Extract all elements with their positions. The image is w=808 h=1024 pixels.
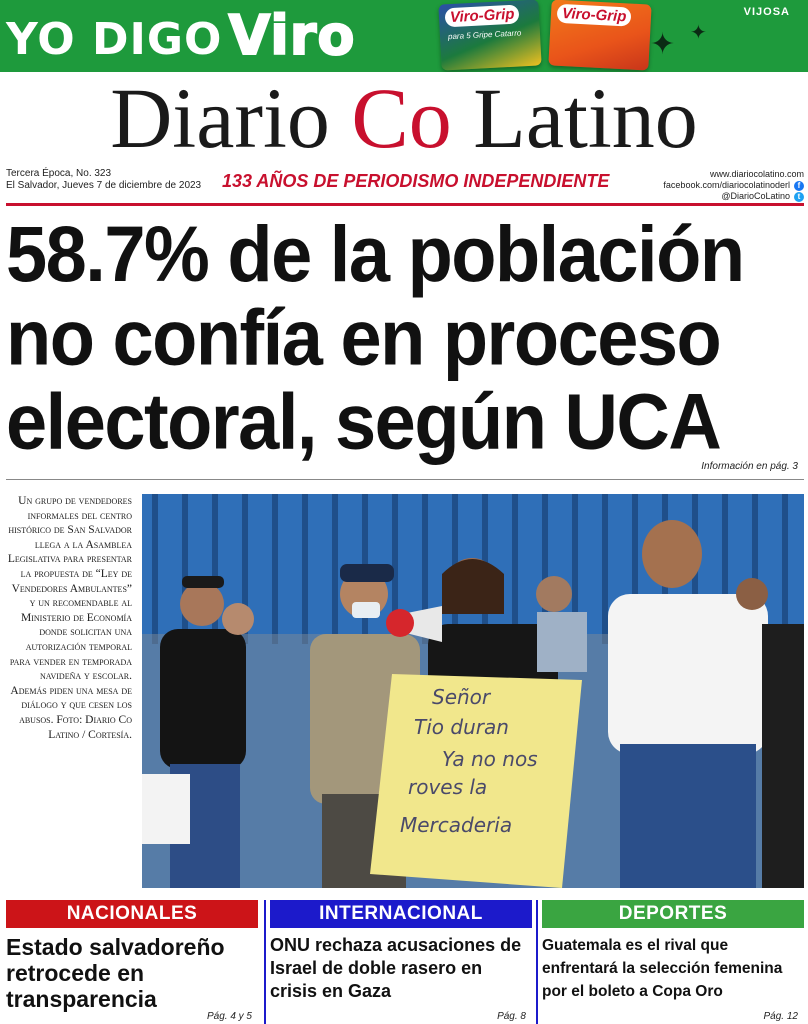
section-internacional[interactable]	[270, 900, 532, 1024]
section-label: INTERNACIONAL	[270, 900, 532, 928]
headline-line: no confía en proceso	[6, 293, 721, 382]
facebook-link[interactable]: facebook.com/diariocolatinoderl	[663, 180, 790, 190]
ad-brand: VIJOSA	[743, 6, 790, 18]
sign-line: Mercaderia	[400, 813, 513, 837]
newspaper-logo[interactable]	[0, 72, 808, 164]
divider	[6, 203, 804, 206]
twitter-icon: t	[794, 192, 804, 202]
protest-photo[interactable]	[142, 494, 804, 888]
section-headline: Guatemala es el rival que enfrentará la selección femenina por el boleto a Copa Oro	[542, 937, 783, 1000]
sparkle-icon: ✦	[650, 28, 676, 61]
ad-slogan-text: YO DIGO	[6, 14, 223, 65]
logo-text: Latino	[451, 70, 698, 166]
protest-sign	[370, 674, 582, 888]
twitter-link[interactable]: @DiarioCoLatino	[721, 191, 790, 201]
section-deportes[interactable]	[542, 900, 804, 1024]
product-pack-2	[548, 0, 651, 71]
headline-line: 58.7% de la población	[6, 209, 744, 298]
column-divider	[536, 900, 538, 1024]
issue-date: El Salvador, Jueves 7 de diciembre de 2023	[6, 180, 202, 191]
section-page-reference: Pág. 8	[497, 1011, 526, 1022]
sparkle-icon: ✦	[690, 22, 707, 44]
section-nacionales[interactable]	[6, 900, 258, 1024]
main-headline[interactable]	[6, 209, 804, 466]
section-headline: ONU rechaza acusaciones de Israel de doble rasero en crisis en Gaza	[270, 935, 522, 1001]
sign-line: Ya no nos	[442, 747, 538, 771]
logo-text-accent: Co	[351, 70, 452, 166]
ad-banner[interactable]	[0, 0, 808, 72]
tagline: 133 AÑOS DE PERIODISMO INDEPENDIENTE	[222, 171, 610, 191]
sign-line: Tio duran	[414, 715, 509, 739]
ad-slogan-brand: Viro	[228, 4, 356, 67]
sign-line: roves la	[408, 775, 488, 799]
headline-line: electoral, según UCA	[6, 377, 721, 466]
logo-text: Diario	[110, 70, 352, 166]
product-name-1: Viro-Grip	[445, 4, 520, 27]
sign-line: Señor	[432, 685, 491, 709]
photo-caption: Un grupo de vendedores informales del centro histórico de San Salvador llega a la Asamblea Legislativa para presentar la propuesta de “Ley de Vendedores Ambulantes” y un recomendable al Ministerio de Economía donde solicitan una autorización temporal para vender en temporada navideña y escolar. Además piden una mesa de diálogo y que cesen los abusos. Foto: Diario Co Latino / Cortesía.	[7, 495, 132, 741]
section-label: DEPORTES	[542, 900, 804, 928]
issue-number: Tercera Época, No. 323	[6, 168, 112, 179]
facebook-icon: f	[794, 181, 804, 191]
headline-page-reference: Información en pág. 3	[701, 461, 798, 472]
product-sub-1: para 5 Gripe Catarro	[447, 28, 522, 42]
product-pack-1	[438, 0, 541, 71]
divider	[6, 479, 804, 480]
section-page-reference: Pág. 12	[763, 1011, 798, 1022]
contact-links	[584, 169, 804, 202]
section-page-reference: Pág. 4 y 5	[206, 1011, 252, 1022]
website-link[interactable]: www.diariocolatino.com	[709, 169, 804, 179]
ad-slogan	[6, 4, 356, 68]
column-divider	[264, 900, 266, 1024]
issue-info	[6, 168, 201, 192]
section-label: NACIONALES	[6, 900, 258, 928]
section-headline: Estado salvadoreño retrocede en transparencia	[6, 934, 225, 1012]
product-name-2: Viro-Grip	[557, 4, 632, 27]
